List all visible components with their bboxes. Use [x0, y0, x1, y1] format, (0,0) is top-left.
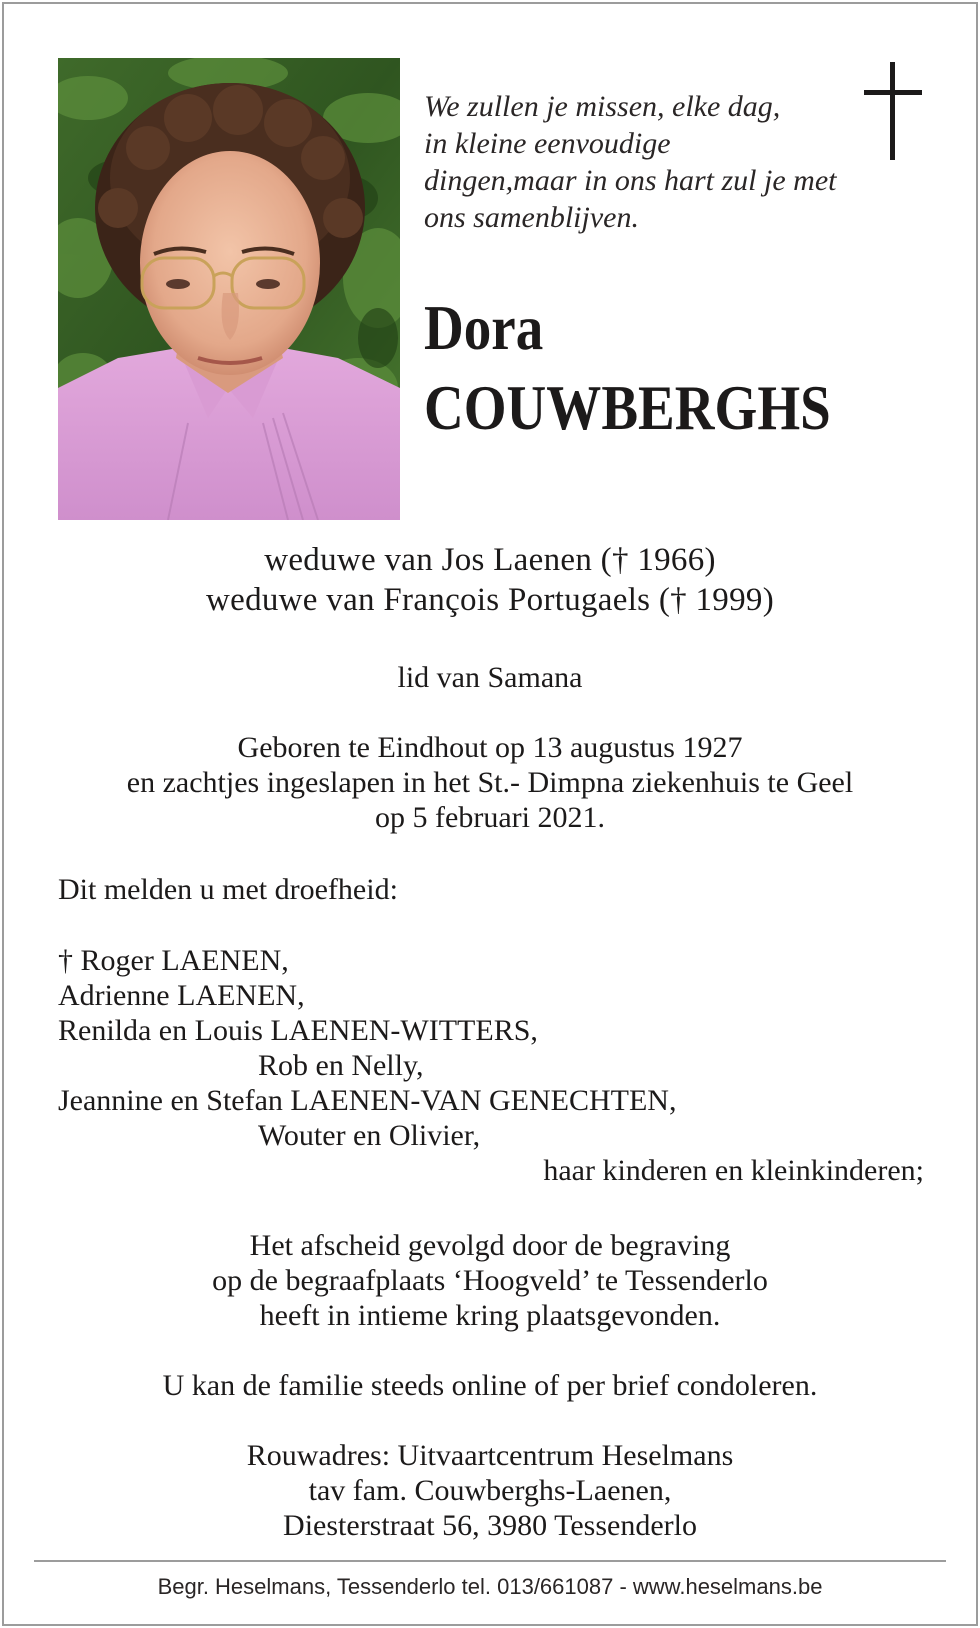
farewell-line: Het afscheid gevolgd door de begraving	[249, 1229, 731, 1262]
address-line: tav fam. Couwberghs-Laenen,	[308, 1474, 672, 1507]
footer-text: Begr. Heselmans, Tessenderlo tel. 013/661087 - www.heselmans.be	[157, 1574, 823, 1599]
address-line: Diesterstraat 56, 3980 Tessenderlo	[283, 1509, 697, 1542]
condolence-line: U kan de familie steeds online of per brief condoleren.	[162, 1369, 818, 1402]
quote-line: We zullen je missen, elke dag,	[424, 90, 781, 123]
deceased-last-name: COUWBERGHS	[424, 372, 831, 443]
farewell-line: op de begraafplaats ‘Hoogveld’ te Tessenderlo	[212, 1264, 768, 1297]
memorial-quote	[424, 88, 884, 236]
farewell-section	[0, 1228, 980, 1333]
farewell-line: heeft in intieme kring plaatsgevonden.	[259, 1299, 721, 1332]
widow-line: weduwe van Jos Laenen († 1966)	[264, 542, 716, 578]
family-line: Rob en Nelly,	[258, 1049, 424, 1082]
widow-section	[0, 540, 980, 620]
family-line: Adrienne LAENEN,	[58, 979, 305, 1012]
family-list	[58, 943, 924, 1188]
quote-line: ons samenblijven.	[424, 201, 639, 234]
mourning-address	[0, 1438, 980, 1543]
footer-divider	[34, 1560, 946, 1562]
family-line: Renilda en Louis LAENEN-WITTERS,	[58, 1014, 538, 1047]
birth-death-line: op 5 februari 2021.	[375, 801, 605, 834]
birth-death-line: Geboren te Eindhout op 13 augustus 1927	[237, 731, 743, 764]
family-line: Wouter en Olivier,	[258, 1119, 481, 1152]
address-line: Rouwadres: Uitvaartcentrum Heselmans	[246, 1439, 734, 1472]
birth-death-line: en zachtjes ingeslapen in het St.- Dimpna ziekenhuis te Geel	[126, 766, 854, 799]
announcement: Dit melden u met droefheid:	[58, 873, 398, 906]
widow-line: weduwe van François Portugaels († 1999)	[206, 582, 774, 618]
deceased-first-name: Dora	[424, 292, 544, 363]
cross-icon	[864, 62, 922, 160]
family-line: Jeannine en Stefan LAENEN-VAN GENECHTEN,	[58, 1084, 677, 1117]
family-line: † Roger LAENEN,	[58, 944, 289, 977]
quote-line: dingen,maar in ons hart zul je met	[424, 164, 837, 197]
birth-death-section	[0, 730, 980, 835]
membership-line: lid van Samana	[397, 661, 583, 694]
quote-line: in kleine eenvoudige	[424, 127, 671, 160]
portrait-photo	[58, 58, 400, 520]
family-line: haar kinderen en kleinkinderen;	[543, 1154, 924, 1187]
